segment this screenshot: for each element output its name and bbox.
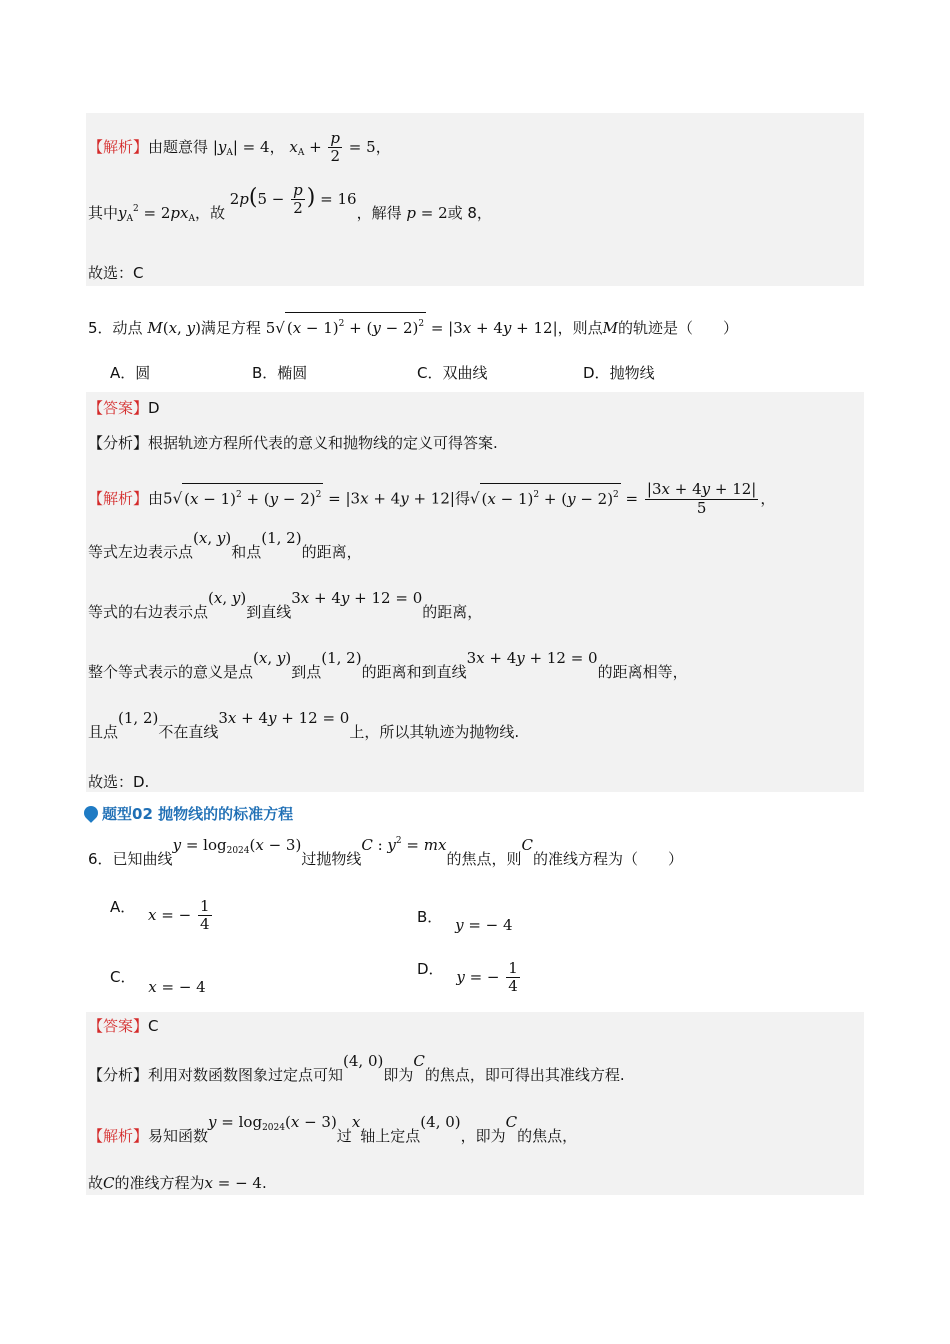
q5-option-b[interactable]: B．椭圆 (252, 364, 308, 382)
q5-conclusion: 故选：D. (88, 773, 150, 791)
q5-solution-line2: 等式左边表示点(x, y)和点(1, 2)的距离， (88, 529, 362, 561)
q6-option-d[interactable]: D． y = − $\frac{1}{4}$ (417, 959, 518, 995)
q4-solution-line1: 【解析】由题意得 $|y_A| = 4$， $x_A$ + $\frac{p}{2}$ = 5， (88, 129, 391, 165)
q6-solution-line2: 故C的准线方程为x = − 4. (88, 1174, 267, 1192)
q5-option-d[interactable]: D．抛物线 (583, 364, 655, 382)
q6-solution-line1: 【解析】易知函数$y = \log_{2024}(x - 3)$过x轴上定点(4, 0)，即为C的焦点， (88, 1113, 578, 1145)
q5-solution-line4: 整个等式表示的意义是点(x, y)到点(1, 2)的距离和到直线3x + 4y + 12 = 0的距离相等， (88, 649, 688, 681)
q4-solution-line2: 其中$y_A^2 = 2px_A$，故 2p(5 − $\frac{p}{2}$ ) = 16，解得 p = 2或 8， (88, 181, 492, 224)
q6-answer: 【答案】C (88, 1017, 159, 1035)
q6-stem: 6．已知曲线$y = \log_{2024}(x - 3)$过抛物线C : $y^2$ = mx的焦点，则C的准线方程为（ ） (88, 836, 683, 868)
pin-icon (81, 803, 101, 823)
q6-option-a[interactable]: A． x = − $\frac{1}{4}$ (110, 897, 210, 933)
q5-analysis: 【分析】根据轨迹方程所代表的意义和抛物线的定义可得答案. (88, 434, 498, 452)
frac-p-2: $\frac{p}{2}$ (330, 129, 341, 165)
section-heading: 题型02 抛物线的的标准方程 (84, 803, 293, 824)
q6-option-b[interactable]: B． y = − 4 (417, 908, 513, 934)
q5-option-a[interactable]: A．圆 (110, 364, 151, 382)
q5-solution-line3: 等式的右边表示点(x, y)到直线3x + 4y + 12 = 0的距离， (88, 589, 483, 621)
q5-solution-line1: 【解析】由5√ $(x - 1)^2 + (y - 2)^2 = |3x + 4y + 12|$得√ $(x - 1)^2 + (y - 2)^2$ = $\frac{|3x + 4y + 12|}{5}$ ， (88, 480, 776, 517)
q6-analysis: 【分析】利用对数函数图象过定点可知(4, 0)即为C的焦点，即可得出其准线方程. (88, 1052, 625, 1084)
q4-conclusion: 故选：C (88, 264, 144, 282)
q6-option-c[interactable]: C． x = − 4 (110, 968, 206, 996)
solution-tag: 【解析】 (88, 138, 149, 156)
q6-answer-panel (86, 1012, 864, 1195)
q5-answer: 【答案】D (88, 399, 160, 417)
eq-abs-ya: $|y_A| = 4$ (212, 138, 270, 158)
q5-solution-line5: 且点(1, 2)不在直线3x + 4y + 12 = 0上，所以其轨迹为抛物线. (88, 709, 520, 741)
q5-option-c[interactable]: C．双曲线 (417, 364, 488, 382)
q5-stem: 5．动点 M(x, y)满足方程 5√ $(x - 1)^2 + (y - 2)^2 = |3x + 4y + 12|$，则点M的轨迹是（ ） (88, 312, 738, 339)
